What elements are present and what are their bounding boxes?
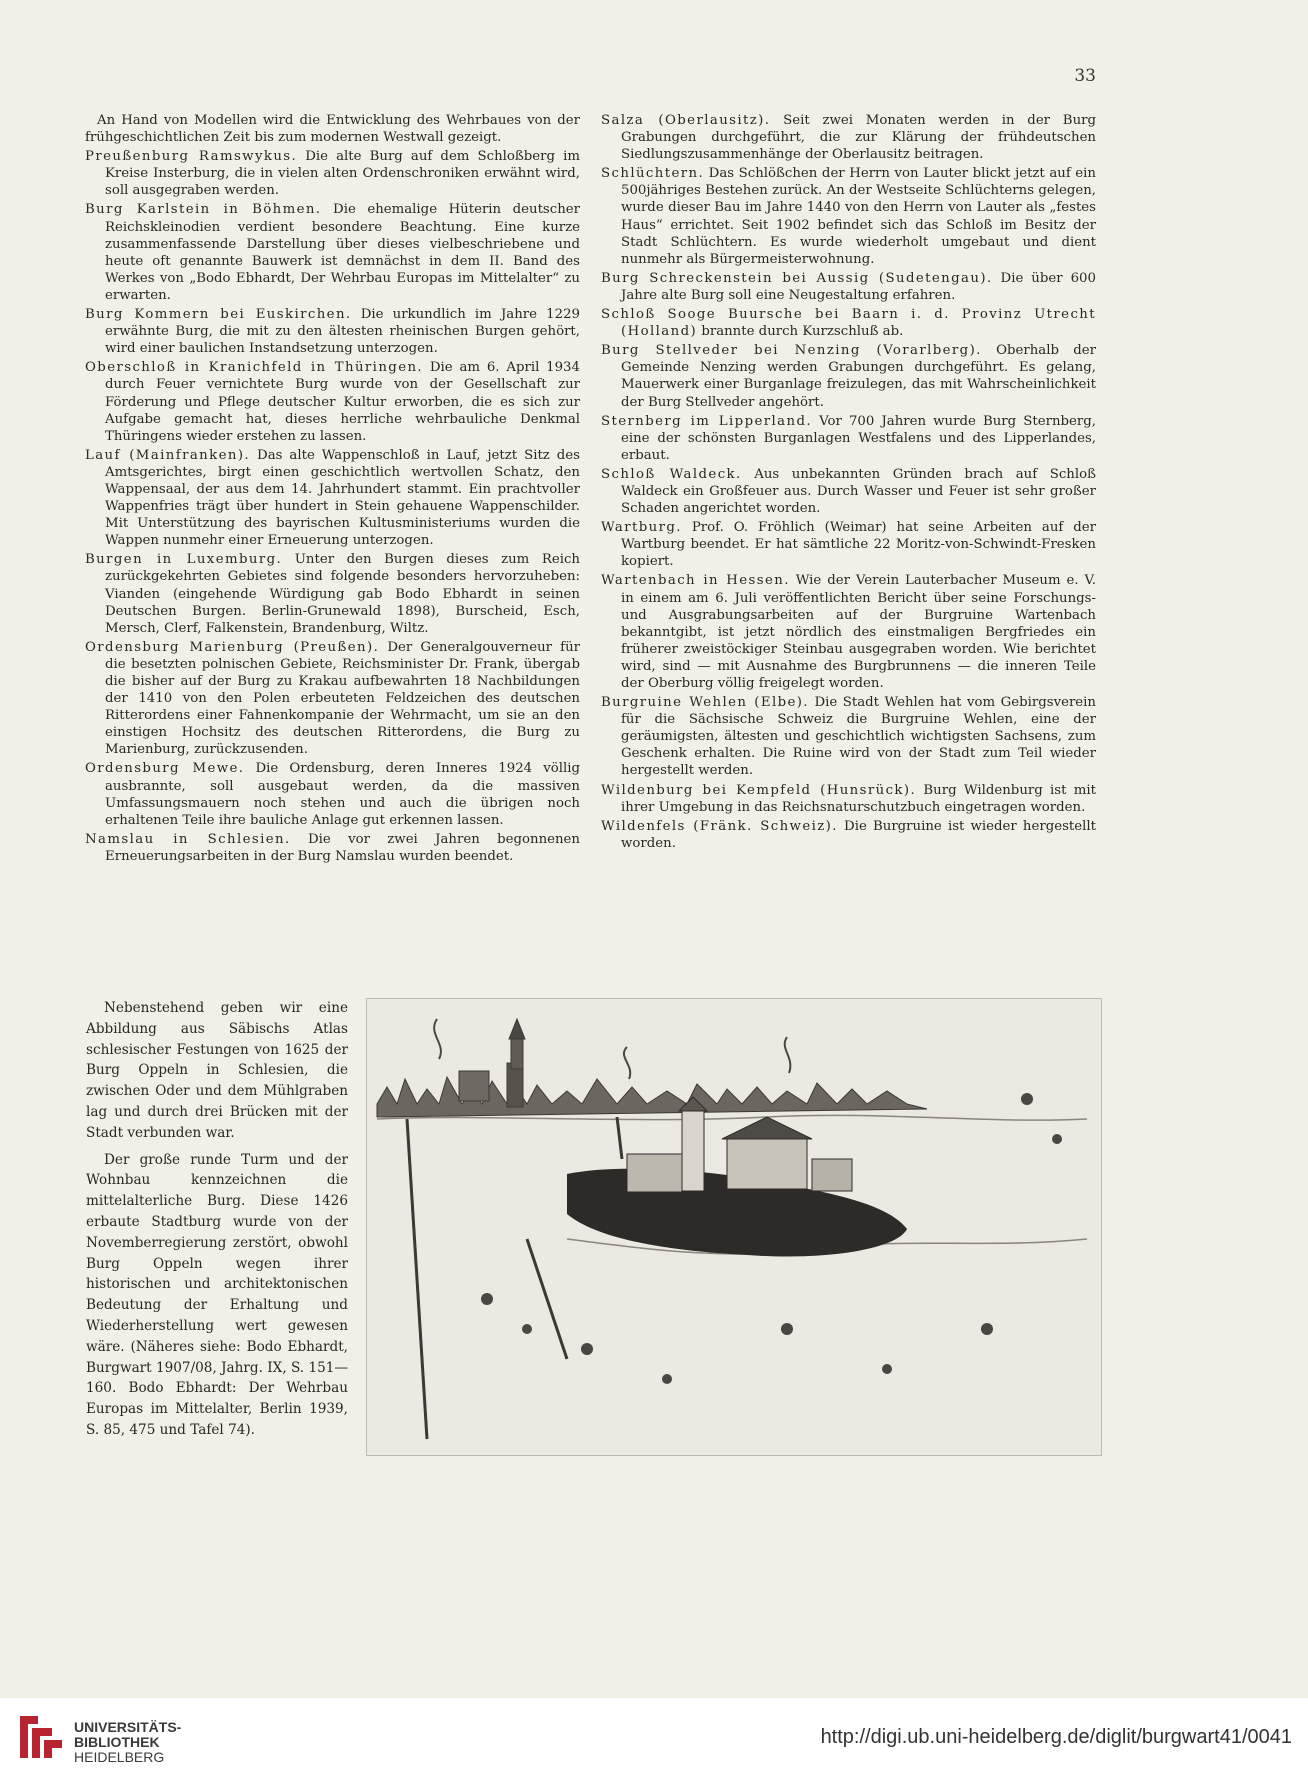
news-entry <box>85 201 580 304</box>
entry-heading: Sternberg im Lipperland. <box>601 413 812 429</box>
entry-text: Seit zwei Monaten werden in der Burg Grabungen durchgeführt, die zur Klärung der frühdeutschen Siedlungszusammenhänge der Oberlausitz beitragen. <box>621 113 1097 163</box>
entry-heading: Burg Karlstein in Böhmen. <box>85 202 322 218</box>
library-line: HEIDELBERG <box>74 1749 165 1765</box>
entry-text: Prof. O. Fröhlich (Weimar) hat seine Arbeiten auf der Wartburg beendet. Er hat sämtliche 22 Moritz-von-Schwindt-Fresken kopiert. <box>621 520 1096 570</box>
library-name <box>74 1720 181 1765</box>
news-entry <box>601 165 1096 268</box>
entry-text: brannte durch Kurzschluß ab. <box>697 324 904 340</box>
entry-heading: Preußenburg Ramswykus. <box>85 149 298 165</box>
source-url[interactable]: http://digi.ub.uni-heidelberg.de/diglit/burgwart41/0041 <box>820 1726 1292 1748</box>
footer-bar <box>0 1698 1308 1788</box>
news-entry <box>85 831 580 865</box>
news-entry <box>85 639 580 759</box>
page-number: 33 <box>1074 66 1096 86</box>
news-entry <box>601 694 1096 779</box>
news-entry <box>85 447 580 550</box>
news-entry <box>601 519 1096 570</box>
news-entry <box>601 306 1096 340</box>
library-line: BIBLIOTHEK <box>74 1734 160 1750</box>
news-entry <box>601 782 1096 816</box>
news-entry <box>601 342 1096 410</box>
entry-text: Burg Wildenburg ist mit ihrer Umgebung in das Reichsnaturschutzbuch eingetragen worden. <box>621 782 1096 815</box>
news-entry <box>85 760 580 828</box>
entry-text: Die am 6. April 1934 durch Feuer vernichtete Burg wurde von der Gesellschaft zur Förderung und Pflege deutscher Kultur erworben, die es sich zur Aufgabe gemacht hat, dieses herrliche wehrbauliche Denkmal Thüringens wieder erstehen zu lassen. <box>105 360 580 444</box>
entry-heading: Schloß Waldeck. <box>601 466 742 482</box>
entry-heading: Burg Schreckenstein bei Aussig (Sudetengau). <box>601 270 993 286</box>
caption-paragraph: Nebenstehend geben wir eine Abbildung aus Säbischs Atlas schlesischer Festungen von 1625 der Burg Oppeln in Schlesien, die zwischen Oder und dem Mühlgraben lag und durch drei Brücken mit der Stadt verbunden war. <box>86 1000 348 1141</box>
entry-text: Die Burgruine ist wieder hergestellt worden. <box>621 818 1096 851</box>
entry-heading: Burg Kommern bei Euskirchen. <box>85 307 352 323</box>
entry-heading: Ordensburg Mewe. <box>85 761 245 777</box>
entry-text: Die Ordensburg, deren Inneres 1924 völlig ausbrannte, soll ausgebaut werden, da die massiven Umfassungsmauern noch stehen und auch die übrigen noch erhaltenen Teile ihre bauliche Anlage gut erkennen lassen. <box>105 761 580 828</box>
entry-text: Vor 700 Jahren wurde Burg Sternberg, eine der schönsten Burganlagen Westfalens und des Lipperlandes, erbaut. <box>621 413 1096 463</box>
entry-heading: Schlüchtern. <box>601 166 705 182</box>
entry-text: Die vor zwei Jahren begonnenen Erneuerungsarbeiten in der Burg Namslau wurden beendet. <box>105 831 580 864</box>
entry-text: Die alte Burg auf dem Schloßberg im Kreise Insterburg, die in vielen alten Ordenschroniken erwähnt wird, soll ausgegraben werden. <box>105 149 580 199</box>
news-entry <box>601 818 1096 852</box>
entry-text: Unter den Burgen dieses zum Reich zurückgekehrten Gebietes sind folgende besonders hervorzuheben: Vianden (eingehende Würdigung gab Bodo Ebhardt in seinen Deutschen Burgen. Berlin-Grunewald 1898), Burscheid, Esch, Mersch, Clerf, Falkenstein, Brandenburg, Wiltz. <box>105 552 580 636</box>
caption-paragraph: Der große runde Turm und der Wohnbau kennzeichnen die mittelalterliche Burg. Diese 1426 erbaute Stadtburg wurde von der Novemberregierung zerstört, obwohl Burg Oppeln wegen ihrer historischen und architektonischen Bedeutung der Erhaltung und Wiederherstellung wert gewesen wäre. (Näheres siehe: Bodo Ebhardt, Burgwart 1907/08, Jahrg. IX, S. 151—160. Bodo Ebhardt: Der Wehrbau Europas im Mittelalter, Berlin 1939, S. 85, 475 und Tafel 74). <box>86 1151 348 1438</box>
entry-heading: Wildenfels (Fränk. Schweiz). <box>601 818 838 834</box>
entry-text: Der Generalgouverneur für die besetzten polnischen Gebiete, Reichsminister Dr. Frank, übergab die bisher auf der Burg zu Krakau aufbewahrten 18 Nachbildungen der 1410 von den Polen erbeuteten Feldzeichen des deutschen Ritterordens einer Fahnenkompanie der Wehrmacht, um sie an den einstigen Hochsitz des deutschen Ritterordens, die Burg zu Marienburg, zurückzusenden. <box>105 639 581 758</box>
news-entry <box>85 306 580 357</box>
news-entry <box>601 572 1096 692</box>
news-entry <box>601 466 1096 517</box>
entry-heading: Burgen in Luxemburg. <box>85 552 283 568</box>
news-entry <box>85 551 580 636</box>
entry-text: Aus unbekannten Gründen brach auf Schloß Waldeck ein Großfeuer aus. Durch Wasser und Feuer ist sehr großer Schaden angerichtet worden. <box>621 466 1096 517</box>
entry-heading: Ordensburg Marienburg (Preußen). <box>85 639 380 655</box>
engraving-drawing <box>367 999 1101 1455</box>
entry-text: Die Stadt Wehlen hat vom Gebirgsverein für die Sächsische Schweiz die Burgruine Wehlen, eine der geräumigsten, ältesten und geschichtlich wichtigsten Sachsens, zum Geschenk erhalten. Die Ruine wird von der Stadt zum Teil wieder hergestellt werden. <box>621 695 1096 779</box>
oppeln-castle-engraving <box>366 998 1102 1456</box>
entry-text: Die über 600 Jahre alte Burg soll eine Neugestaltung erfahren. <box>621 270 1096 303</box>
entry-text: Wie der Verein Lauterbacher Museum e. V. in einem am 6. Juli veröffentlichten Bericht über seine Forschungs- und Ausgrabungsarbeiten auf der Burgruine Wartenbach bekanntgibt, ist jetzt nördlich des einstmaligen Bergfriedes ein früherer zweistöckiger Steinbau ausgegraben worden. Wie berichtet wird, sind — mit Ausnahme des Burgbrunnens — die inneren Teile der Oberburg völlig freigelegt worden. <box>621 573 1096 691</box>
right-column <box>601 112 1096 854</box>
entry-text: Das alte Wappenschloß in Lauf, jetzt Sitz des Amtsgerichtes, birgt einen geschichtlich wertvollen Schatz, den Wappensaal, der aus dem 14. Jahrhundert stammt. Ein prachtvoller Wappenfries trägt über hundert in Stein gehauene Wappenschilder. Mit Unterstützung des bayrischen Kultusministeriums wurden die Wappen nunmehr einer Erneuerung unterzogen. <box>105 447 580 549</box>
entry-text: Die urkundlich im Jahre 1229 erwähnte Burg, die mit zu den ältesten rheinischen Burgen gehört, wird einer baulichen Instandsetzung unterzogen. <box>105 307 580 357</box>
entry-heading: Oberschloß in Kranichfeld in Thüringen. <box>85 360 424 376</box>
news-entry <box>601 413 1096 464</box>
entry-heading: Burgruine Wehlen (Elbe). <box>601 695 810 711</box>
entry-text: Oberhalb der Gemeinde Nenzing werden Grabungen durchgeführt. Es gelang, Mauerwerk einer Burganlage freizulegen, das mit Wahrscheinlichkeit der Burg Stellveder angehört. <box>621 343 1096 410</box>
entry-heading: Namslau in Schlesien. <box>85 831 291 847</box>
entry-heading: Salza (Oberlausitz). <box>601 113 771 128</box>
entry-heading: Burg Stellveder bei Nenzing (Vorarlberg). <box>601 343 982 359</box>
entry-heading: Wartenbach in Hessen. <box>601 573 790 589</box>
news-entry <box>601 112 1096 163</box>
entry-heading: Wildenburg bei Kempfeld (Hunsrück). <box>601 782 917 798</box>
left-column <box>85 112 580 867</box>
entry-heading: Schloß Sooge Buursche bei Baarn i. d. Provinz Utrecht (Holland) <box>601 307 1096 340</box>
library-line: UNIVERSITÄTS- <box>74 1719 182 1735</box>
entry-text: Das Schlößchen der Herrn von Lauter blickt jetzt auf ein 500jähriges Bestehen zurück. An der Westseite Schlüchterns gelegen, wurde dieser Bau im Jahre 1440 von den Herrn von Lauter als „festes Haus“ errichtet. Seit 1902 befindet sich das Schloß im Besitz der Stadt Schlüchtern. Es wurde wiederholt umgebaut und dient nunmehr als Bürgermeisterwohnung. <box>621 166 1096 267</box>
entry-text: Die ehemalige Hüterin deutscher Reichskleinodien verdient besondere Beachtung. Eine kurze zusammenfassende Darstellung über dieses vielbeschriebene und heute oft genannte Bauwerk ist demnächst in dem II. Band des Werkes von „Bodo Ebhardt, Der Wehrbau Europas im Mittelalter“ zu erwarten. <box>105 202 580 303</box>
entry-heading: Wartburg. <box>601 520 682 536</box>
intro-paragraph: An Hand von Modellen wird die Entwicklung des Wehrbaues von der frühgeschichtlichen Zeit bis zum modernen Westwall gezeigt. <box>85 113 580 146</box>
entry-heading: Lauf (Mainfranken). <box>85 447 251 463</box>
news-entry <box>85 148 580 199</box>
figure-caption <box>86 998 348 1447</box>
news-entry <box>85 359 580 444</box>
library-logo-icon <box>16 1712 66 1766</box>
news-entry <box>601 270 1096 304</box>
